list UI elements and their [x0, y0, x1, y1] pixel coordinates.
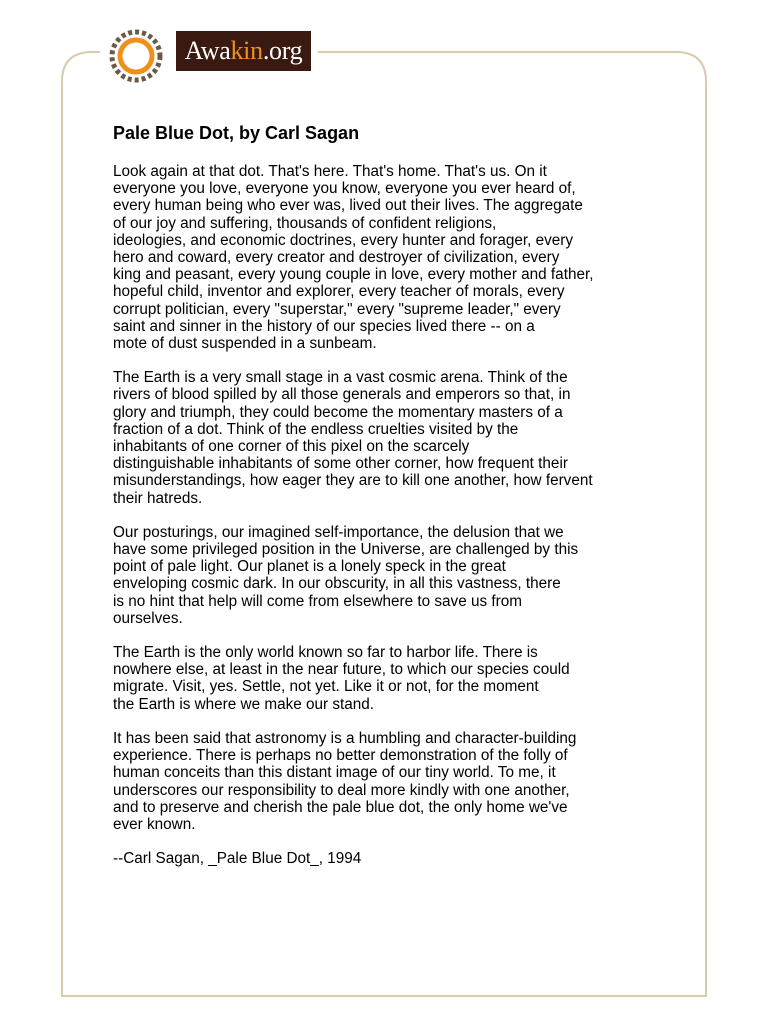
- text-line: It has been said that astronomy is a humbling and character-building: [113, 729, 577, 747]
- text-line: have some privileged position in the Universe, are challenged by this: [113, 541, 579, 559]
- text-line: point of pale light. Our planet is a lonely speck in the great: [113, 558, 506, 576]
- text-line: hero and coward, every creator and destroyer of civilization, every: [113, 249, 560, 267]
- text-line: every human being who ever was, lived out their lives. The aggregate: [113, 197, 583, 215]
- paragraph: [113, 163, 653, 352]
- text-line: misunderstandings, how eager they are to kill one another, how fervent: [113, 472, 593, 490]
- text-line: king and peasant, every young couple in love, every mother and father,: [113, 266, 594, 284]
- logo-text-accent: kin: [230, 36, 263, 65]
- text-line: everyone you love, everyone you know, everyone you ever heard of,: [113, 180, 576, 198]
- awakin-logo[interactable]: [176, 31, 311, 71]
- text-line: their hatreds.: [113, 489, 203, 507]
- logo-text-post: .org: [262, 36, 303, 65]
- awakin-ring-icon: [106, 26, 166, 86]
- text-line: human conceits than this distant image of our tiny world. To me, it: [113, 764, 556, 782]
- text-line: of our joy and suffering, thousands of confident religions,: [113, 214, 497, 232]
- page-title: Pale Blue Dot, by Carl Sagan: [113, 123, 360, 143]
- text-line: nowhere else, at least in the near future, to which our species could: [113, 661, 570, 679]
- article: [113, 120, 653, 867]
- text-line: corrupt politician, every "superstar," every "supreme leader," every: [113, 300, 561, 318]
- text-line: ourselves.: [113, 609, 183, 627]
- text-line: The Earth is a very small stage in a vast cosmic arena. Think of the: [113, 369, 568, 387]
- text-line: migrate. Visit, yes. Settle, not yet. Like it or not, for the moment: [113, 678, 539, 696]
- text-line: Look again at that dot. That's here. That's home. That's us. On it: [113, 163, 547, 180]
- text-line: mote of dust suspended in a sunbeam.: [113, 335, 377, 353]
- paragraph: [113, 730, 653, 833]
- paragraph: [113, 524, 653, 627]
- text-line: enveloping cosmic dark. In our obscurity, in all this vastness, there: [113, 575, 561, 593]
- text-line: experience. There is perhaps no better demonstration of the folly of: [113, 747, 568, 765]
- text-line: hopeful child, inventor and explorer, every teacher of morals, every: [113, 283, 565, 301]
- paragraph: [113, 644, 653, 713]
- paragraph: [113, 369, 653, 507]
- logo-text-pre: Awa: [184, 36, 231, 65]
- text-line: Our posturings, our imagined self-importance, the delusion that we: [113, 523, 564, 541]
- text-line: inhabitants of one corner of this pixel on the scarcely: [113, 438, 470, 456]
- text-line: the Earth is where we make our stand.: [113, 695, 375, 713]
- signature: --Carl Sagan, _Pale Blue Dot_, 1994: [113, 850, 362, 868]
- text-line: The Earth is the only world known so far to harbor life. There is: [113, 644, 538, 662]
- text-line: rivers of blood spilled by all those generals and emperors so that, in: [113, 386, 571, 404]
- text-line: saint and sinner in the history of our species lived there -- on a: [113, 317, 535, 335]
- text-line: and to preserve and cherish the pale blue dot, the only home we've: [113, 798, 568, 816]
- text-line: glory and triumph, they could become the momentary masters of a: [113, 403, 563, 421]
- text-line: ever known.: [113, 815, 196, 833]
- text-line: fraction of a dot. Think of the endless cruelties visited by the: [113, 420, 519, 438]
- text-line: distinguishable inhabitants of some other corner, how frequent their: [113, 455, 568, 473]
- text-line: ideologies, and economic doctrines, every hunter and forager, every: [113, 231, 574, 249]
- text-line: is no hint that help will come from elsewhere to save us from: [113, 592, 522, 610]
- text-line: underscores our responsibility to deal more kindly with one another,: [113, 781, 570, 799]
